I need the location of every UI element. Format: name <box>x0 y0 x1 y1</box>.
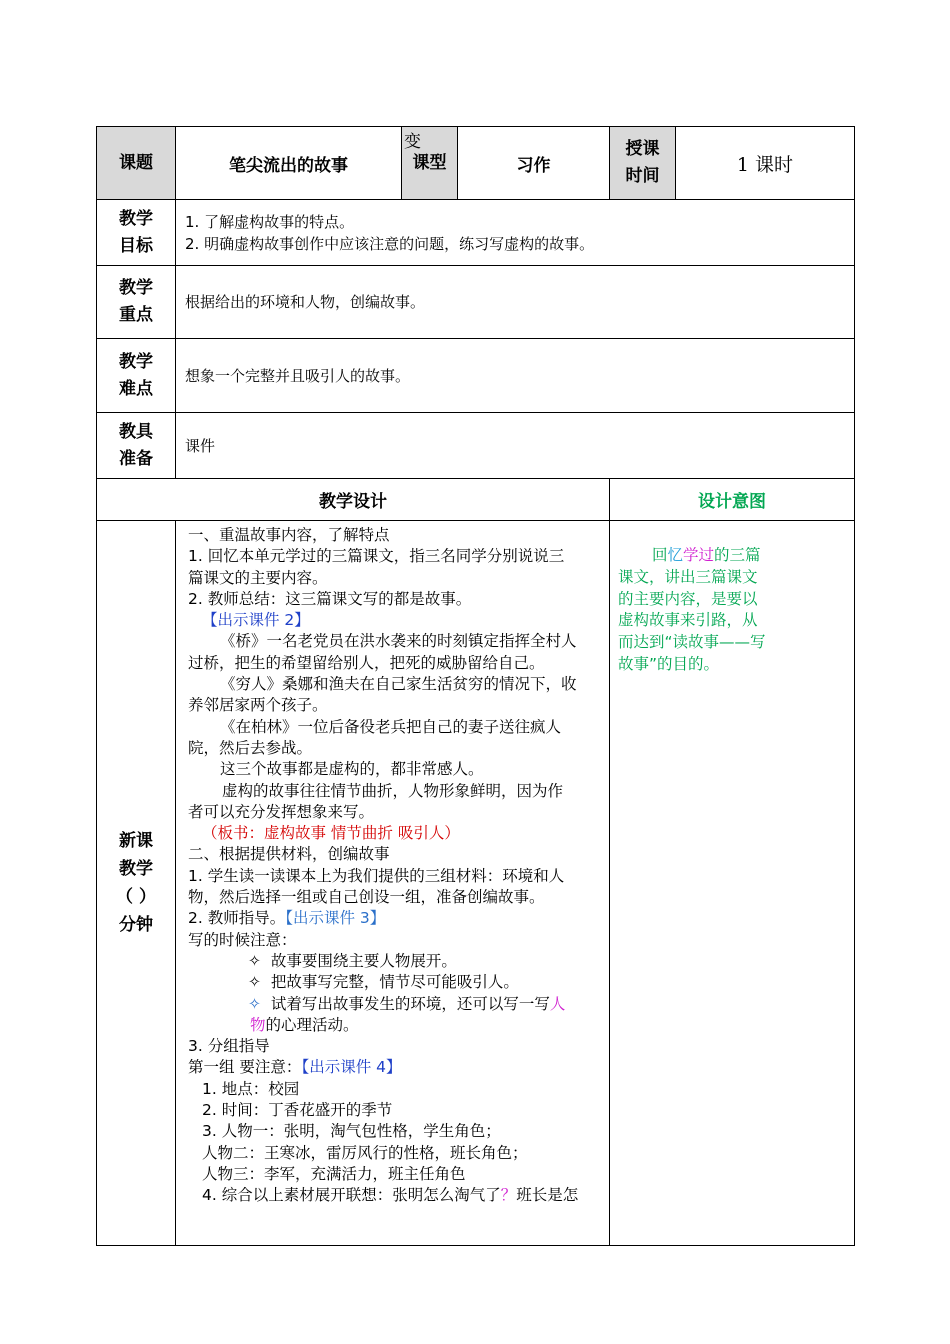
design-line: 虚构的故事往往情节曲折，人物形象鲜明，因为作 <box>222 781 564 800</box>
design-line: 3. 人物一：张明，淘气包性格，学生角色； <box>202 1122 501 1141</box>
difficulty-content: 想象一个完整并且吸引人的故事。 <box>176 339 855 413</box>
courseware-tag-2: 【出示课件 2】 <box>202 611 310 630</box>
intent-text: 的三篇 <box>714 546 761 564</box>
design-line: 二、根据提供材料，创编故事 <box>188 845 390 864</box>
design-line <box>188 1015 599 1036</box>
design-text: 把故事写完整，情节尽可能吸引人。 <box>270 973 519 992</box>
diamond-icon: ✧ <box>248 951 261 970</box>
main-content-row <box>97 521 855 1246</box>
design-line: 1. 地点：校园 <box>202 1079 300 1098</box>
bullet-line <box>188 951 599 972</box>
time-label-line-1: 授课 <box>625 139 660 159</box>
goal-line-2: 2. 明确虚构故事创作中应该注意的问题，练习写虚构的故事。 <box>185 234 595 253</box>
design-line: 《桥》一名老党员在洪水袭来的时刻镇定指挥全村人 <box>220 632 577 651</box>
intent-content <box>610 521 855 1246</box>
header-row <box>97 127 855 200</box>
design-line: 篇课文的主要内容。 <box>188 568 328 587</box>
design-line: 人物二：王寒冰，雷厉风行的性格，班长角色； <box>202 1143 528 1162</box>
topic-label: 课题 <box>97 127 176 200</box>
difficulty-row <box>97 339 855 413</box>
time-value: 1 课时 <box>676 127 855 200</box>
type-label: 课型 <box>412 152 447 173</box>
goal-label <box>97 200 176 266</box>
design-line: 2. 时间：丁香花盛开的季节 <box>202 1101 393 1120</box>
goal-label-line-2: 目标 <box>119 235 153 256</box>
design-text: 的心理活动。 <box>265 1015 359 1034</box>
design-line: 1. 学生读一读课本上为我们提供的三组材料：环境和人 <box>188 866 565 885</box>
intent-line: 的主要内容，是要以 <box>618 589 758 608</box>
design-text: 4. 综合以上素材展开联想：张明怎么淘气了 <box>202 1186 501 1205</box>
time-label-line-2: 时间 <box>625 166 660 186</box>
side-label-line-4: 分钟 <box>119 915 153 935</box>
design-line: 3. 分组指导 <box>188 1037 270 1056</box>
design-line: 2. 教师总结：这三篇课文写的都是故事。 <box>188 589 472 608</box>
design-line: 一、重温故事内容，了解特点 <box>188 526 390 544</box>
side-label-line-3: （ ） <box>116 887 156 907</box>
difficulty-label-line-2: 难点 <box>119 378 153 399</box>
design-text: 故事要围绕主要人物展开。 <box>270 951 457 970</box>
time-label <box>610 127 676 200</box>
key-label-line-2: 重点 <box>119 305 153 325</box>
design-line: 写的时候注意： <box>188 930 297 949</box>
intent-line <box>618 545 852 567</box>
design-line: 1. 回忆本单元学过的三篇课文，指三名同学分别说说三 <box>188 547 565 566</box>
bullet-line <box>188 972 599 993</box>
key-row <box>97 266 855 339</box>
design-line <box>188 1185 599 1206</box>
diamond-icon: ✧ <box>248 973 261 992</box>
design-line: 《在柏林》一位后备役老兵把自己的妻子送往疯人 <box>220 717 562 736</box>
new-lesson-label <box>97 521 176 1246</box>
intent-title: 设计意图 <box>610 479 855 521</box>
design-text: 2. 教师指导。 <box>188 909 286 928</box>
design-line <box>188 908 599 929</box>
design-content <box>176 521 610 1246</box>
design-text: 试着写出故事发生的环境，还可以写一写 <box>270 994 550 1013</box>
goal-content <box>176 200 855 266</box>
difficulty-label <box>97 339 176 413</box>
design-text: 班长是怎 <box>516 1186 579 1205</box>
intent-text: 回 <box>652 546 668 564</box>
intent-line: 而达到“读故事——写 <box>618 633 766 652</box>
board-note: （板书：虚构故事 情节曲折 吸引人） <box>202 824 460 843</box>
courseware-tag-3: 【出示课件 3】 <box>285 909 386 928</box>
design-text: 第一组 要注意： <box>188 1058 302 1077</box>
design-line: 养邻居家两个孩子。 <box>188 696 328 715</box>
goal-row <box>97 200 855 266</box>
diamond-icon: ✧ <box>248 994 261 1013</box>
design-line: 人物三：李军，充满活力，班主任角色 <box>202 1164 466 1183</box>
intent-text-pink: 学过 <box>683 546 715 564</box>
design-line: 院，然后去参战。 <box>188 738 313 757</box>
courseware-tag-4: 【出示课件 4】 <box>301 1058 402 1077</box>
stray-char: 变 <box>404 132 421 152</box>
design-line: 过桥，把生的希望留给别人，把死的威胁留给自己。 <box>188 653 545 672</box>
key-label-line-1: 教学 <box>119 278 153 298</box>
intent-line: 课文，讲出三篇课文 <box>618 567 758 586</box>
difficulty-label-line-1: 教学 <box>119 351 153 372</box>
design-text-pink: 物 <box>250 1015 266 1034</box>
bullet-line <box>188 994 599 1015</box>
design-text-pink: ？ <box>500 1186 517 1205</box>
type-label-cell <box>402 127 458 200</box>
tools-label-line-1: 教具 <box>119 421 153 442</box>
design-line: 物，然后选择一组或自己创设一组，准备创编故事。 <box>188 888 545 907</box>
topic-value: 笔尖流出的故事 <box>176 127 402 200</box>
intent-text-blue: 忆 <box>667 546 684 564</box>
intent-line: 故事”的目的。 <box>618 654 720 673</box>
tools-content: 课件 <box>176 413 855 479</box>
tools-label <box>97 413 176 479</box>
design-title: 教学设计 <box>97 479 610 521</box>
intent-line: 虚构故事来引路，从 <box>618 611 758 630</box>
side-label-line-2: 教学 <box>119 859 153 879</box>
goal-line-1: 1. 了解虚构故事的特点。 <box>185 212 355 231</box>
type-value: 习作 <box>458 127 610 200</box>
key-label <box>97 266 176 339</box>
side-label-line-1: 新课 <box>119 831 153 851</box>
design-line <box>188 1057 599 1078</box>
key-content: 根据给出的环境和人物，创编故事。 <box>176 266 855 339</box>
goal-label-line-1: 教学 <box>119 208 153 229</box>
design-text-pink: 人 <box>549 994 566 1013</box>
design-line: 这三个故事都是虚构的，都非常感人。 <box>220 760 484 779</box>
section-header-row <box>97 479 855 521</box>
design-line: 《穷人》桑娜和渔夫在自己家生活贫穷的情况下，收 <box>220 675 577 694</box>
lesson-plan-table <box>96 126 855 1246</box>
tools-row <box>97 413 855 479</box>
design-line: 者可以充分发挥想象来写。 <box>188 802 375 821</box>
tools-label-line-2: 准备 <box>119 448 153 469</box>
